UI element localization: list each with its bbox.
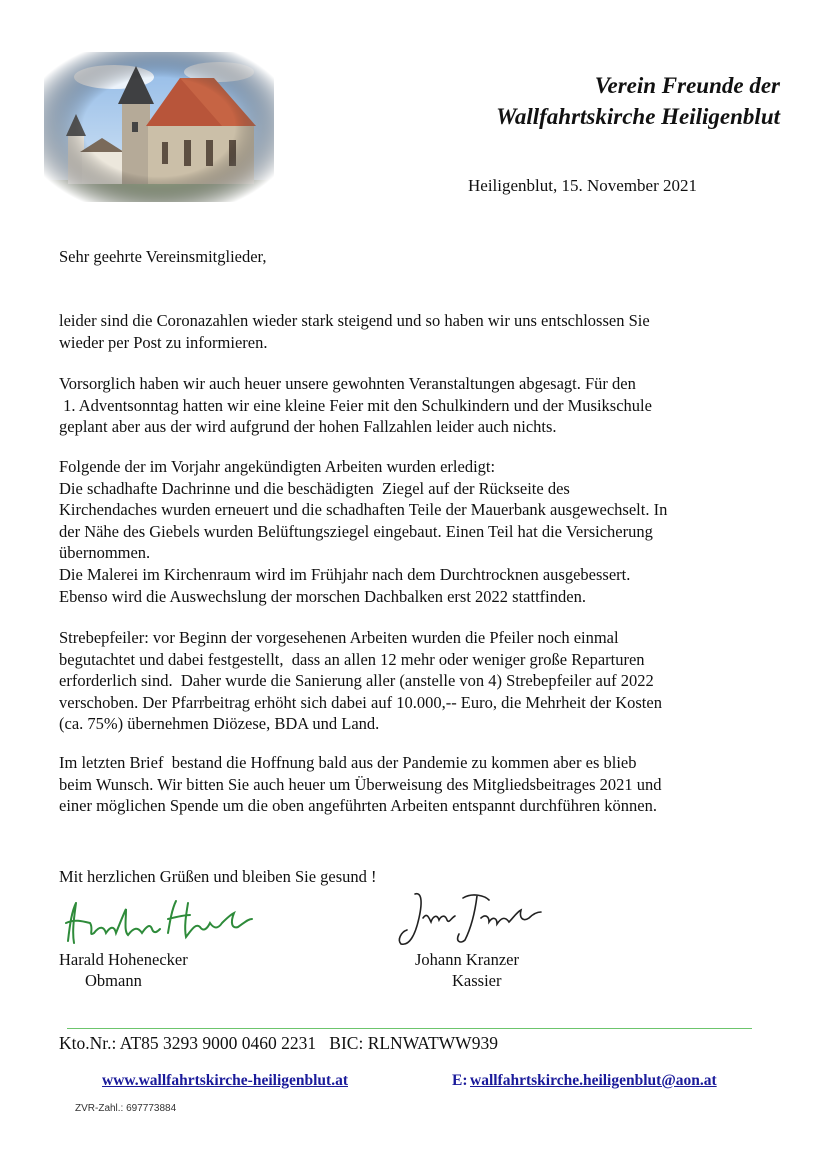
paragraph-line: Strebepfeiler: vor Beginn der vorgesehenen Arbeiten wurden die Pfeiler noch einmal	[59, 628, 619, 647]
church-photo	[44, 52, 274, 202]
paragraph-line: übernommen.	[59, 543, 151, 563]
paragraph-1	[59, 310, 799, 353]
email-link[interactable]: wallfahrtskirche.heiligenblut@aon.at	[470, 1072, 717, 1089]
website-link[interactable]: www.wallfahrtskirche-heiligenblut.at	[102, 1072, 348, 1089]
paragraph-line: der Nähe des Giebels wurden Belüftungsziegel eingebaut. Einen Teil hat die Versicherung	[59, 521, 653, 541]
paragraph-line: Vorsorglich haben wir auch heuer unsere gewohnten Veranstaltungen abgesagt. Für den	[59, 374, 636, 393]
paragraph-line: Kirchendaches wurden erneuert und die schadhaften Teile der Mauerbank ausgewechselt. In	[59, 500, 668, 520]
footer-divider	[67, 1028, 752, 1029]
email-label: E:	[452, 1072, 468, 1089]
bank-details: Kto.Nr.: AT85 3293 9000 0460 2231 BIC: RLNWATWW939	[59, 1033, 498, 1053]
paragraph-line: leider sind die Coronazahlen wieder stark steigend und so haben wir uns entschlossen Sie	[59, 311, 650, 330]
paragraph-line: Im letzten Brief bestand die Hoffnung bald aus der Pandemie zu kommen aber es blieb	[59, 753, 637, 772]
zvr-number: ZVR-Zahl.: 697773884	[75, 1103, 177, 1114]
salutation: Sehr geehrte Vereinsmitglieder,	[59, 247, 267, 266]
paragraph-5	[59, 752, 799, 817]
paragraph-line: 1. Adventsonntag hatten wir eine kleine Feier mit den Schulkindern und der Musikschule	[59, 395, 652, 415]
paragraph-line: Die schadhafte Dachrinne und die beschädigten Ziegel auf der Rückseite des	[59, 478, 570, 498]
signature-harald-hohenecker	[60, 893, 260, 948]
signature-johann-kranzer	[393, 888, 543, 953]
paragraph-line: verschoben. Der Pfarrbeitrag erhöht sich dabei auf 10.000,-- Euro, die Mehrheit der Kosten	[59, 692, 662, 712]
paragraph-line: einer möglichen Spende um die oben angeführten Arbeiten entspannt durchführen können.	[59, 796, 657, 816]
org-title-line2: Wallfahrtskirche Heiligenblut	[496, 104, 780, 129]
paragraph-line: Die Malerei im Kirchenraum wird im Frühjahr nach dem Durchtrocknen ausgebessert.	[59, 564, 631, 584]
signatory-name-1: Harald Hohenecker	[59, 950, 188, 969]
closing-line: Mit herzlichen Grüßen und bleiben Sie gesund !	[59, 867, 377, 886]
signatory-role-1: Obmann	[85, 971, 142, 990]
signatory-name-2: Johann Kranzer	[415, 950, 519, 969]
paragraph-3	[59, 456, 799, 607]
paragraph-line: geplant aber aus der wird aufgrund der hohen Fallzahlen leider auch nichts.	[59, 417, 557, 437]
organization-title	[440, 70, 780, 132]
paragraph-line: begutachtet und dabei festgestellt, dass an allen 12 mehr oder weniger große Reparturen	[59, 649, 645, 669]
paragraph-line: wieder per Post zu informieren.	[59, 332, 268, 352]
paragraph-line: (ca. 75%) übernehmen Diözese, BDA und Land.	[59, 714, 380, 734]
paragraph-line: Folgende der im Vorjahr angekündigten Arbeiten wurden erledigt:	[59, 457, 496, 476]
paragraph-2	[59, 373, 799, 438]
paragraph-line: erforderlich sind. Daher wurde die Sanierung aller (anstelle von 4) Strebepfeiler auf 2022	[59, 671, 654, 691]
signatory-role-2: Kassier	[452, 971, 502, 990]
letter-date: Heiligenblut, 15. November 2021	[468, 176, 697, 195]
org-title-line1: Verein Freunde der	[594, 73, 780, 98]
paragraph-4	[59, 627, 799, 735]
paragraph-line: beim Wunsch. Wir bitten Sie auch heuer um Überweisung des Mitgliedsbeitrages 2021 und	[59, 774, 662, 794]
paragraph-line: Ebenso wird die Auswechslung der morschen Dachbalken erst 2022 stattfinden.	[59, 586, 586, 606]
